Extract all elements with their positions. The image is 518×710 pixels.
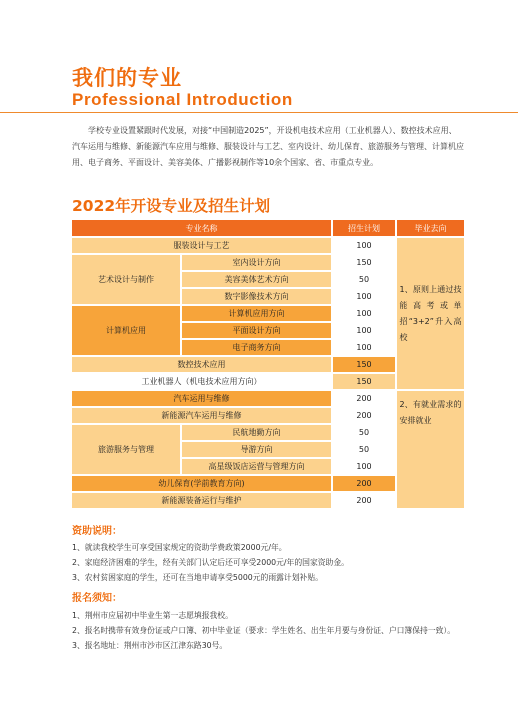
- header-destination: 毕业去向: [397, 220, 464, 236]
- major-row: 美容美体艺术方向: [182, 272, 331, 287]
- aid-item: 3、农村贫困家庭的学生，还可在当地申请享受5000元的雨露计划补贴。: [72, 573, 323, 582]
- quota-cell: 100: [333, 289, 395, 304]
- destination-higher-education: [397, 238, 464, 389]
- enroll-item: 3、报名地址：荆州市沙市区江津东路30号。: [72, 641, 228, 650]
- major-row: 民航地勤方向: [182, 425, 331, 440]
- quota-cell: 100: [333, 238, 395, 253]
- major-row: 数控技术应用: [72, 357, 331, 372]
- aid-item: 2、家庭经济困难的学生，经有关部门认定后还可享受2000元/年的国家资助金。: [72, 558, 349, 567]
- quota-cell: 50: [333, 442, 395, 457]
- major-row: 计算机应用方向: [182, 306, 331, 321]
- major-row: 幼儿保育(学前教育方向): [72, 476, 331, 491]
- quota-cell: 100: [333, 340, 395, 355]
- quota-cell: 150: [333, 255, 395, 270]
- major-row: 服装设计与工艺: [72, 238, 331, 253]
- header-major-name: 专业名称: [72, 220, 331, 236]
- destination-text-2: 2、有就业需求的安排就业: [399, 400, 462, 425]
- quota-cell: 200: [333, 493, 395, 508]
- quota-cell: 50: [333, 272, 395, 287]
- destination-text-1: 1、原则上通过技能高考或单招“3+2”升入高校: [399, 285, 462, 342]
- enroll-item: 1、荆州市应届初中毕业生第一志愿填报我校。: [72, 611, 233, 620]
- major-row: 高星级饭店运营与管理方向: [182, 459, 331, 474]
- aid-list: [72, 540, 462, 585]
- plan-title: 2022年开设专业及招生计划: [72, 197, 271, 215]
- major-row: 导游方向: [182, 442, 331, 457]
- major-row: 新能源汽车运用与维修: [72, 408, 331, 423]
- page-title-cn: 我们的专业: [72, 66, 182, 90]
- quota-cell: 200: [333, 391, 395, 406]
- intro-paragraph: 学校专业设置紧跟时代发展，对接“中国制造2025”，开设机电技术应用（工业机器人）、数控技术应用、汽车运用与维修、新能源汽车应用与维修、服装设计与工艺、室内设计、幼儿保育、旅游服务与管理、计算机应用、电子商务、平面设计、美容美体、广播影视制作等10余个国家、省、市重点专业。: [72, 126, 464, 167]
- major-row: 数字影像技术方向: [182, 289, 331, 304]
- major-row: 工业机器人（机电技术应用方向）: [72, 374, 331, 389]
- aid-title: 资助说明：: [72, 526, 122, 537]
- quota-cell: 150: [333, 374, 395, 389]
- quota-cell: 50: [333, 425, 395, 440]
- enrollment-plan-table: [72, 220, 464, 510]
- major-row: 汽车运用与维修: [72, 391, 331, 406]
- major-row: 新能源装备运行与维护: [72, 493, 331, 508]
- quota-cell: 150: [333, 357, 395, 372]
- header-quota: 招生计划: [333, 220, 395, 236]
- quota-cell: 100: [333, 323, 395, 338]
- aid-item: 1、就读我校学生可享受国家规定的资助学费政策2000元/年。: [72, 543, 287, 552]
- title-divider: [0, 112, 518, 113]
- enroll-item: 2、报名时携带有效身份证或户口簿、初中毕业证（要求：学生姓名、出生年月要与身份证、户口簿保持一致）。: [72, 626, 456, 635]
- quota-cell: 100: [333, 459, 395, 474]
- group-tourism: 旅游服务与管理: [72, 425, 180, 474]
- enroll-list: [72, 608, 462, 653]
- major-row: 平面设计方向: [182, 323, 331, 338]
- group-art-design: 艺术设计与制作: [72, 255, 180, 304]
- group-computer: 计算机应用: [72, 306, 180, 355]
- quota-cell: 200: [333, 476, 395, 491]
- major-row: 室内设计方向: [182, 255, 331, 270]
- page-title-en: Professional Introduction: [72, 90, 293, 109]
- quota-cell: 100: [333, 306, 395, 321]
- major-row: 电子商务方向: [182, 340, 331, 355]
- quota-cell: 200: [333, 408, 395, 423]
- destination-employment: [397, 391, 464, 508]
- enroll-title: 报名须知：: [72, 593, 122, 604]
